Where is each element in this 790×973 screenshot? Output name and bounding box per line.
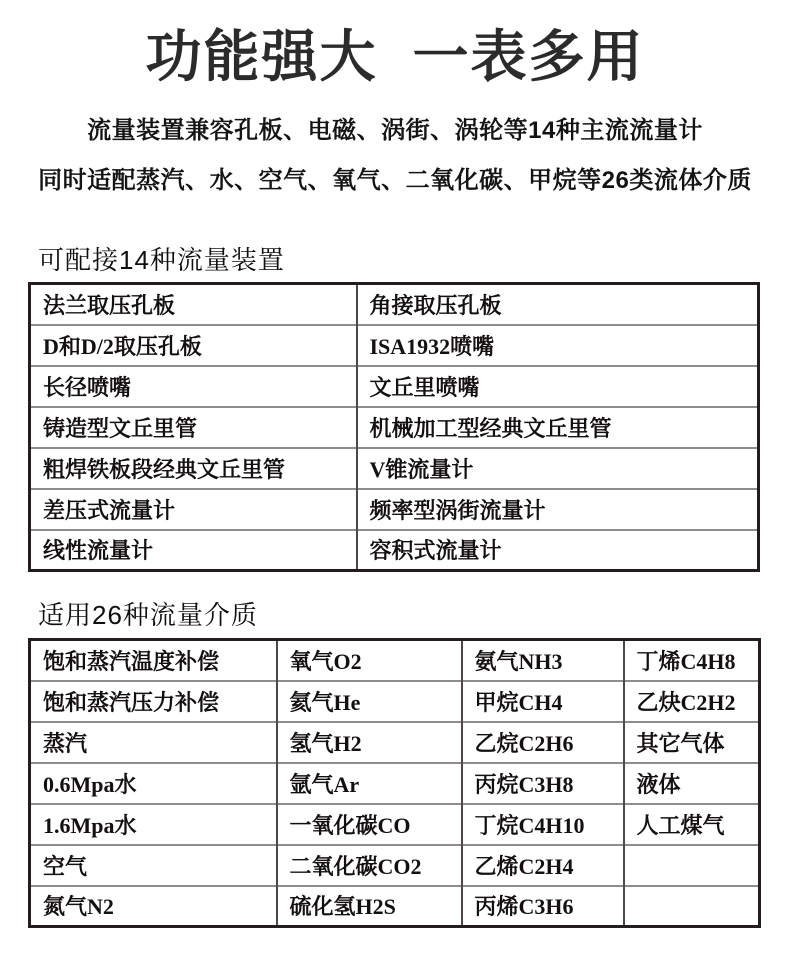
table-cell: 丙烯C3H6 [462,886,624,927]
table-cell: 差压式流量计 [30,489,357,530]
table-row [30,366,759,407]
table-cell: 液体 [624,763,760,804]
table-cell: 一氧化碳CO [277,804,462,845]
table-cell: 空气 [30,845,277,886]
table-cell: 乙烯C2H4 [462,845,624,886]
table-cell: 丁烷C4H10 [462,804,624,845]
table-cell: 乙炔C2H2 [624,681,760,722]
table-cell: 硫化氢H2S [277,886,462,927]
table-row [30,489,759,530]
table-cell: 饱和蒸汽压力补偿 [30,681,277,722]
table-row [30,407,759,448]
media-table [28,638,761,928]
table-cell: 丙烷C3H8 [462,763,624,804]
table-cell: 甲烷CH4 [462,681,624,722]
table-cell: 容积式流量计 [357,530,759,571]
table-cell: 蒸汽 [30,722,277,763]
table-row [30,886,760,927]
table-row [30,804,760,845]
table-cell: 0.6Mpa水 [30,763,277,804]
table-cell: 频率型涡街流量计 [357,489,759,530]
devices-table [28,282,760,572]
devices-section-heading: 可配接14种流量装置 [38,245,285,275]
table-row [30,763,760,804]
table-cell: 氮气N2 [30,886,277,927]
table-cell: D和D/2取压孔板 [30,325,357,366]
table-cell: 二氧化碳CO2 [277,845,462,886]
table-cell: 长径喷嘴 [30,366,357,407]
table-row [30,284,759,325]
page-title: 功能强大 一表多用 [145,25,645,88]
table-cell: 丁烯C4H8 [624,640,760,681]
table-row [30,722,760,763]
subtitle-line-1: 流量装置兼容孔板、电磁、涡街、涡轮等14种主流流量计 [87,117,703,144]
table-cell [624,886,760,927]
table-cell: 乙烷C2H6 [462,722,624,763]
table-cell: 氨气NH3 [462,640,624,681]
table-cell: 法兰取压孔板 [43,292,176,318]
table-cell: 角接取压孔板 [357,284,759,325]
table-row [30,448,759,489]
table-cell: 机械加工型经典文丘里管 [357,407,759,448]
table-row [30,530,759,571]
table-cell: V锥流量计 [357,448,759,489]
table-cell: 线性流量计 [30,530,357,571]
table-cell: 氦气He [277,681,462,722]
table-cell: 铸造型文丘里管 [30,407,357,448]
table-cell: 氢气H2 [277,722,462,763]
subtitle-line-2: 同时适配蒸汽、水、空气、氧气、二氧化碳、甲烷等26类流体介质 [38,167,752,194]
media-section-heading: 适用26种流量介质 [38,600,258,630]
table-row [30,640,760,681]
table-cell: 饱和蒸汽温度补偿 [43,648,220,674]
table-cell: 人工煤气 [624,804,760,845]
table-row [30,325,759,366]
table-row [30,845,760,886]
table-cell: 粗焊铁板段经典文丘里管 [30,448,357,489]
table-cell: ISA1932喷嘴 [357,325,759,366]
table-cell: 氧气O2 [277,640,462,681]
table-cell: 文丘里喷嘴 [357,366,759,407]
table-cell: 1.6Mpa水 [30,804,277,845]
table-cell: 其它气体 [624,722,760,763]
table-cell: 氩气Ar [277,763,462,804]
table-cell [624,845,760,886]
table-row [30,681,760,722]
